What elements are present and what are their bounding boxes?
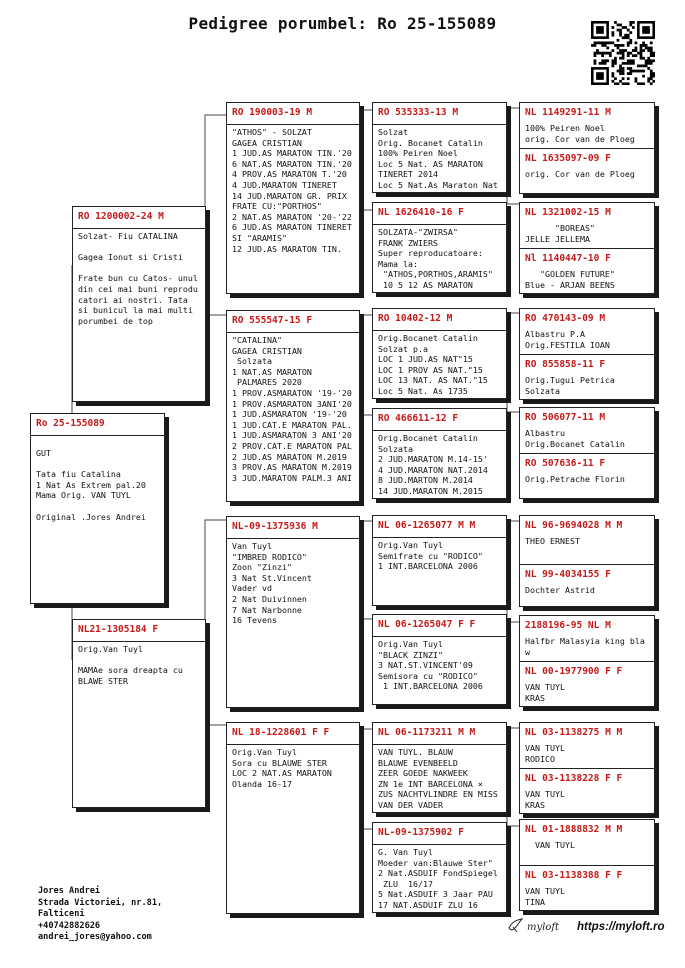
gg-grandparent-notes: "BOREAS" JELLE JELLEMA — [525, 223, 595, 244]
sire-card — [72, 206, 206, 402]
gg-grandparent-notes: Orig.Petrache Florin — [525, 474, 625, 484]
grandparent-card — [226, 310, 360, 502]
great-grandparent-notes: G. Van Tuyl Moeder van:Blauwe Ster" 2 Nat.ASDUIF FondSpiegel ZLU 16/17 5 Nat.ASDUIF 3 Jaar PAU 17 NAT.ASDUIF ZLU 16 — [378, 847, 498, 910]
gg-grandparent-ring: RO 507636-11 F — [525, 458, 606, 469]
dam-card — [72, 619, 206, 808]
subject-card — [30, 413, 165, 604]
gg-grandparent-pair-card — [519, 202, 655, 294]
great-grandparent-card — [372, 102, 507, 193]
gg-grandparent-ring: NL 00-1977900 F F — [525, 666, 623, 677]
great-grandparent-ring: NL 1626410-16 F — [373, 203, 506, 225]
gg-grandparent-ring: RO 506077-11 M — [525, 412, 606, 423]
great-grandparent-notes: VAN TUYL. BLAUW BLAUWE EVENBEELD ZEER GOEDE NAKWEEK ZN 1e INT BARCELONA × ZUS NACHTVLINDRE EN MISS VAN DER VADER — [378, 747, 498, 810]
sire-notes: Solzat- Fiu CATALINA Gagea Ionut si Cristi Frate bun cu Catos- unul din cei mai buni reprodu catori ai nostri. Tata si bunicul la mai multi porumbei de top — [78, 231, 198, 326]
grandparent-notes: Van Tuyl "IMBRED RODICO" Zoon "Zinzi" 3 Nat St.Vincent Vader vd 2 Nat Duivinnen 7 Nat Narbonne 16 Tevens — [232, 541, 312, 626]
great-grandparent-ring: NL 06-1173211 M M — [373, 723, 506, 745]
great-grandparent-notes: Orig.Bocanet Catalin Solzata 2 JUD.MARATON M.14-15' 4 JUD.MARATON NAT.2014 8 JUD.MARTON M.2014 14 JUD.MARATON M.2015 — [378, 433, 488, 496]
grandparent-notes: Orig.Van Tuyl Sora cu BLAUWE STER LOC 2 NAT.AS MARATON Olanda 16-17 — [232, 747, 332, 789]
grandparent-ring: RO 555547-15 F — [227, 311, 359, 333]
grandparent-ring: RO 190003-19 M — [227, 103, 359, 125]
gg-grandparent-ring: NL 01-1888832 M M — [525, 824, 623, 835]
great-grandparent-ring: RO 10402-12 M — [373, 309, 506, 331]
gg-grandparent-notes: VAN TUYL RODICO — [525, 743, 565, 764]
gg-grandparent-ring: NL 1149291-11 M — [525, 107, 611, 118]
gg-grandparent-ring: NL 96-9694028 M M — [525, 520, 623, 531]
gg-grandparent-notes: VAN TUYL KRAS — [525, 682, 565, 703]
subject-ring: Ro 25-155089 — [31, 414, 164, 436]
great-grandparent-ring: NL 06-1265047 F F — [373, 615, 506, 637]
dam-ring: NL21-1305184 F — [73, 620, 205, 642]
great-grandparent-notes: Orig.Van Tuyl Semifrate cu "RODICO" 1 INT.BARCELONA 2006 — [378, 540, 483, 572]
grandparent-card — [226, 722, 360, 914]
gg-grandparent-notes: Albastru P.A Orig.FESTILA IOAN — [525, 329, 610, 350]
great-grandparent-card — [372, 822, 507, 913]
grandparent-ring: NL-09-1375936 M — [227, 517, 359, 539]
website-link[interactable]: https://myloft.ro — [577, 921, 665, 933]
grandparent-ring: NL 18-1228601 F F — [227, 723, 359, 745]
great-grandparent-card — [372, 202, 507, 293]
great-grandparent-card — [372, 308, 507, 399]
great-grandparent-ring: NL-09-1375902 F — [373, 823, 506, 845]
gg-grandparent-notes: Albastru Orig.Bocanet Catalin — [525, 428, 625, 449]
gg-grandparent-notes: orig. Cor van de Ploeg — [525, 169, 635, 179]
great-grandparent-ring: NL 06-1265077 M M — [373, 516, 506, 538]
myloft-logo: myloft — [527, 922, 560, 933]
great-grandparent-ring: RO 466611-12 F — [373, 409, 506, 431]
gg-grandparent-notes: 100% Peiren Noel orig. Cor van de Ploeg — [525, 123, 635, 144]
gg-grandparent-ring: NL 1321002-15 M — [525, 207, 611, 218]
gg-grandparent-ring: NL 99-4034155 F — [525, 569, 611, 580]
gg-grandparent-ring: 2188196-95 NL M — [525, 620, 611, 631]
great-grandparent-card — [372, 515, 507, 606]
gg-grandparent-pair-card — [519, 515, 655, 607]
grandparent-card — [226, 102, 360, 294]
grandparent-notes: "CATALINA" GAGEA CRISTIAN Solzata 1 NAT.AS MARATON PALMARES 2020 1 PROV.ASMARATON '19-'20 1 PROV.ASMARATON 3ANI'20 1 JUD.ASMARATON '19-'20 1 JUD.CAT.E MARATON PAL. 1 JUD.ASMARATON 3 ANI'20 2 PROV.CAT.E MARATON PAL 2 JUD.AS MARATON M.2019 3 PROV.AS MARATON M.2019 3 JUD.MARATON PALM.3 ANI — [232, 335, 352, 483]
gg-grandparent-pair-card — [519, 407, 655, 499]
great-grandparent-notes: Orig.Bocanet Catalin Solzat p.a LOC 1 JUD.AS NAT"15 LOC 1 PROV AS NAT."15 LOC 13 NAT. AS NAT."15 Loc 5 Nat. As 1735 — [378, 333, 488, 396]
gg-grandparent-ring: Nl 1140447-10 F — [525, 253, 611, 264]
great-grandparent-card — [372, 722, 507, 813]
gg-grandparent-pair-card — [519, 615, 655, 707]
gg-grandparent-ring: NL 03-1138275 M M — [525, 727, 623, 738]
gg-grandparent-notes: Halfbr Malasyia king bla w — [525, 636, 645, 657]
gg-grandparent-ring: NL 1635097-09 F — [525, 153, 611, 164]
gg-grandparent-notes: THEO ERNEST — [525, 536, 580, 546]
page-title: Pedigree porumbel: Ro 25-155089 — [188, 14, 497, 33]
gg-grandparent-pair-card — [519, 722, 655, 814]
subject-notes: GUT Tata fiu Catalina 1 Nat As Extrem pal.20 Mama Orig. VAN TUYL Original .Jores Andrei — [36, 448, 146, 522]
great-grandparent-notes: Solzat Orig. Bocanet Catalin 100% Peiren Noel Loc 5 Nat. AS MARATON TINERET 2014 Loc 5 Nat.As Maraton Nat — [378, 127, 498, 190]
gg-grandparent-notes: "GOLDEN FUTURE" Blue - ARJAN BEENS — [525, 269, 615, 290]
gg-grandparent-ring: RO 855858-11 F — [525, 359, 606, 370]
great-grandparent-notes: SOLZATA-"ZWIRSA" FRANK ZWIERS Super reproducatoare: Mama la: "ATHOS,PORTHOS,ARAMIS" 10 5 12 AS MARATON — [378, 227, 493, 290]
sire-ring: RO 1200002-24 M — [73, 207, 205, 229]
gg-grandparent-notes: Dochter Astrid — [525, 585, 595, 595]
gg-grandparent-pair-card — [519, 819, 655, 911]
great-grandparent-card — [372, 408, 507, 499]
dam-notes: Orig.Van Tuyl MAMAe sora dreapta cu BLAWE STER — [78, 644, 183, 686]
gg-grandparent-notes: VAN TUYL KRAS — [525, 789, 565, 810]
gg-grandparent-ring: NL 03-1138228 F F — [525, 773, 623, 784]
gg-grandparent-pair-card — [519, 308, 655, 400]
gg-grandparent-pair-card — [519, 102, 655, 194]
gg-grandparent-notes: Orig.Tugui Petrica Solzata — [525, 375, 615, 396]
great-grandparent-card — [372, 614, 507, 705]
grandparent-card — [226, 516, 360, 708]
great-grandparent-ring: RO 535333-13 M — [373, 103, 506, 125]
great-grandparent-notes: Orig.Van Tuyl "BLACK ZINZI" 3 NAT.ST.VINCENT'09 Semisora cu "RODICO" 1 INT.BARCELONA 2006 — [378, 639, 483, 692]
gg-grandparent-notes: VAN TUYL — [525, 840, 575, 850]
pigeon-logo-icon — [507, 916, 525, 934]
owner-contact: Jores Andrei Strada Victoriei, nr.81, Falticeni +40742882626 andrei_jores@yahoo.com — [38, 886, 163, 942]
grandparent-notes: "ATHOS" - SOLZAT GAGEA CRISTIAN 1 JUD.AS MARATON TIN.'20 6 NAT.AS MARATON TIN.'20 4 PROV.AS MARATON T.'20 4 JUD.MARATON TINERET 14 JUD.MARATON GR. PRIX FRATE CU:"PORTHOS" 2 NAT.AS MARATON '20-'22 6 JUD.AS MARATON TINERET SI "ARAMIS" 12 JUD.AS MARATON TIN. — [232, 127, 352, 254]
qr-code-icon — [591, 21, 655, 85]
gg-grandparent-notes: VAN TUYL TINA — [525, 886, 565, 907]
gg-grandparent-ring: NL 03-1138388 F F — [525, 870, 623, 881]
gg-grandparent-ring: RO 470143-09 M — [525, 313, 606, 324]
